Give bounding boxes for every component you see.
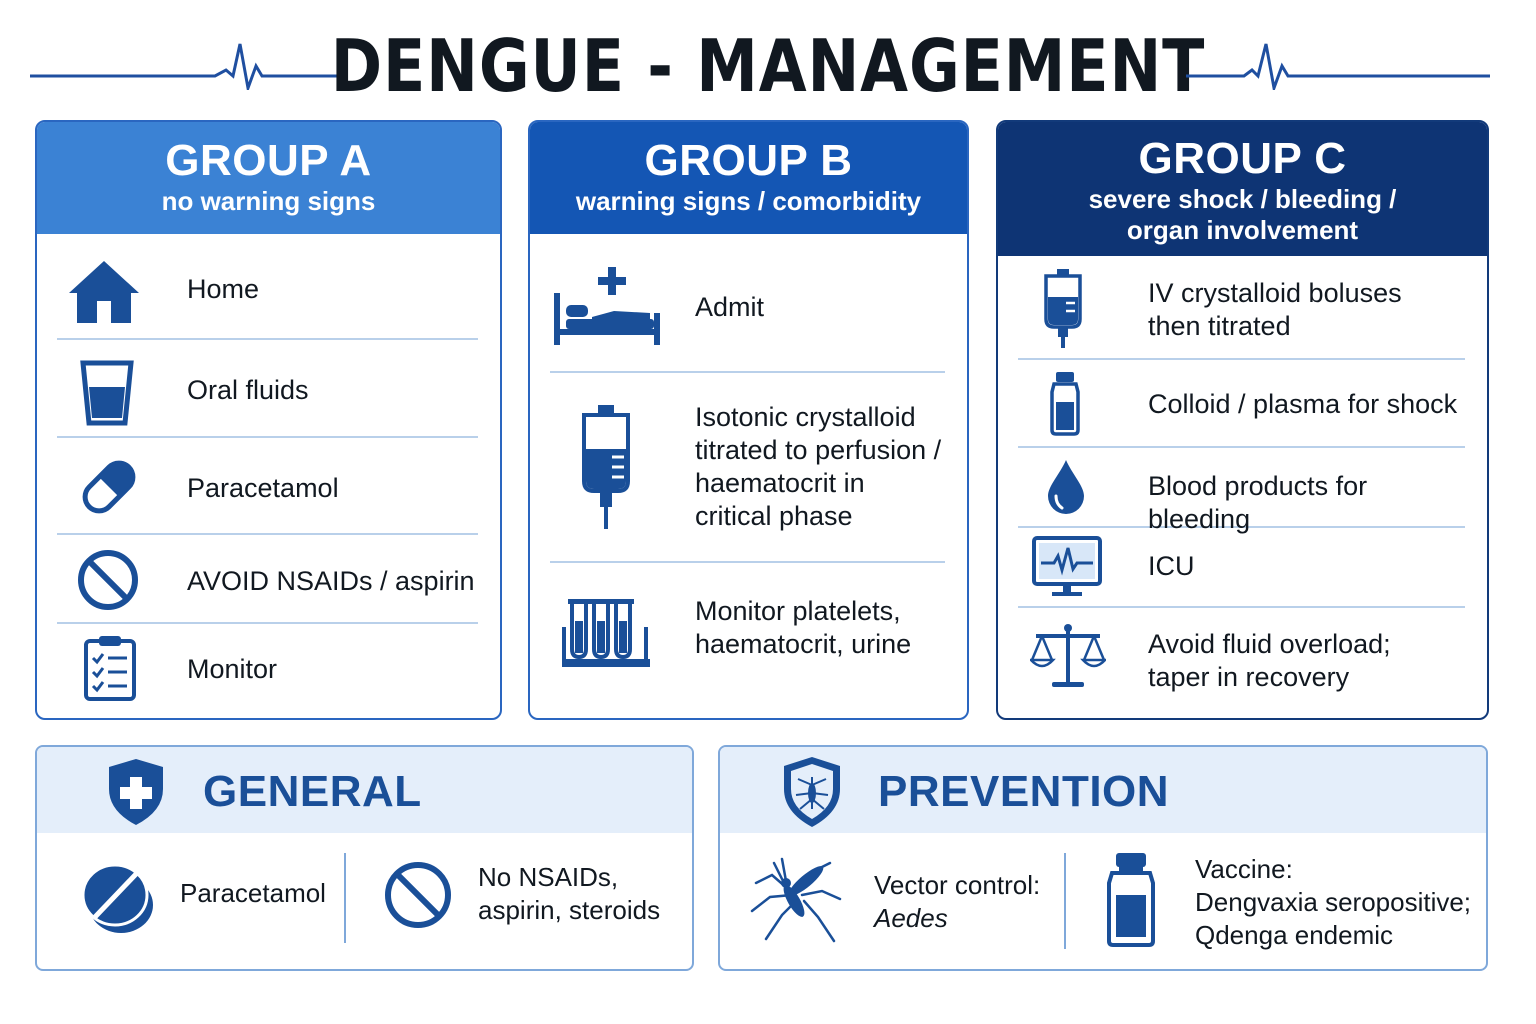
group-a-item-label: AVOID NSAIDs / aspirin bbox=[187, 566, 475, 596]
iv-bag-icon bbox=[578, 403, 634, 531]
prevention-box bbox=[718, 745, 1488, 971]
vial-icon bbox=[1048, 370, 1082, 436]
vector-control-label: Vector control: bbox=[874, 870, 1041, 900]
group-c-card bbox=[996, 120, 1489, 720]
test-tubes-icon bbox=[560, 597, 652, 669]
group-c-item-blood-products bbox=[1018, 448, 1465, 534]
group-c-item-iv-boluses bbox=[1018, 257, 1465, 360]
general-item-paracetamol: Paracetamol bbox=[180, 878, 326, 908]
group-c-item-label: Blood products for bleeding bbox=[1148, 471, 1368, 534]
group-b-item-monitor-labs bbox=[550, 563, 945, 720]
general-header bbox=[37, 747, 692, 833]
text-line: Dengvaxia seropositive; bbox=[1195, 887, 1472, 917]
general-item-no-nsaids bbox=[478, 861, 660, 927]
mosquito-icon bbox=[748, 853, 842, 949]
text-line: Qdenga endemic bbox=[1195, 920, 1394, 950]
text-line: aspirin, steroids bbox=[478, 895, 661, 925]
group-b-title: GROUP B bbox=[644, 136, 853, 185]
group-a-item-paracetamol bbox=[57, 438, 478, 535]
group-a-subtitle: no warning signs bbox=[161, 186, 376, 216]
group-b-card bbox=[528, 120, 969, 720]
divider bbox=[344, 853, 346, 943]
group-c-item-label: Colloid / plasma for shock bbox=[1148, 389, 1458, 419]
group-b-header bbox=[530, 122, 967, 234]
prevention-title: PREVENTION bbox=[878, 767, 1170, 816]
prohibited-icon bbox=[384, 861, 452, 929]
group-a-item-label: Home bbox=[187, 274, 260, 304]
group-c-subtitle-line: severe shock / bleeding / bbox=[1088, 184, 1397, 214]
group-b-subtitle: warning signs / comorbidity bbox=[575, 186, 922, 216]
text-line: IV crystalloid boluses bbox=[1148, 278, 1402, 308]
divider bbox=[1064, 853, 1066, 949]
group-b-item-multiline bbox=[695, 595, 911, 661]
group-c-subtitle-line: organ involvement bbox=[1126, 215, 1359, 245]
blood-drop-icon bbox=[1046, 458, 1086, 516]
group-a-item-oral-fluids bbox=[57, 340, 478, 438]
group-a-item-avoid-nsaids bbox=[57, 535, 478, 624]
text-line: haematocrit in bbox=[695, 468, 865, 498]
group-a-item-label: Monitor bbox=[187, 654, 278, 684]
group-a-item-monitor bbox=[57, 624, 478, 720]
text-line: titrated to perfusion / bbox=[695, 435, 942, 465]
prevention-header bbox=[720, 747, 1486, 833]
group-c-item-label: ICU bbox=[1148, 551, 1195, 581]
balance-scale-icon bbox=[1030, 622, 1106, 690]
group-a-item-label: Paracetamol bbox=[187, 473, 339, 503]
group-c-header bbox=[998, 122, 1487, 256]
heart-monitor-icon bbox=[1032, 536, 1102, 598]
text-line: critical phase bbox=[695, 501, 853, 531]
text-line: No NSAIDs, bbox=[478, 862, 619, 892]
group-c-item-multiline bbox=[1148, 277, 1402, 343]
group-c-item-colloid bbox=[1018, 360, 1465, 448]
group-b-item-multiline bbox=[695, 401, 941, 533]
capsule-icon bbox=[77, 454, 141, 520]
prevention-vaccine bbox=[1195, 853, 1471, 952]
title-row bbox=[0, 18, 1536, 108]
group-a-title: GROUP A bbox=[165, 136, 372, 185]
clipboard-checklist-icon bbox=[83, 634, 137, 702]
general-box bbox=[35, 745, 694, 971]
group-b-item-isotonic-crystalloid bbox=[550, 373, 945, 563]
group-c-item-icu bbox=[1018, 528, 1465, 608]
iv-bag-icon bbox=[1042, 267, 1084, 349]
cup-icon bbox=[79, 360, 135, 426]
group-b-item-admit bbox=[550, 235, 945, 373]
group-b-item-label: Admit bbox=[695, 292, 765, 322]
house-icon bbox=[67, 257, 141, 325]
group-c-item-avoid-overload bbox=[1018, 608, 1465, 718]
prevention-vector-control bbox=[874, 869, 1040, 935]
text-line: haematocrit, urine bbox=[695, 629, 912, 659]
hospital-bed-icon bbox=[554, 265, 662, 349]
general-title: GENERAL bbox=[203, 767, 422, 816]
shield-cross-icon bbox=[105, 757, 167, 827]
prohibited-icon bbox=[77, 549, 139, 611]
text-line: Monitor platelets, bbox=[695, 596, 901, 626]
group-c-title: GROUP C bbox=[1138, 134, 1347, 183]
ecg-line-right-icon bbox=[1186, 30, 1496, 90]
text-line: taper in recovery bbox=[1148, 662, 1350, 692]
text-line: then titrated bbox=[1148, 311, 1291, 341]
group-c-item-multiline bbox=[1148, 628, 1391, 694]
group-a-header bbox=[37, 122, 500, 234]
vaccine-vial-icon bbox=[1106, 851, 1156, 947]
page-title: DENGUE - MANAGEMENT bbox=[330, 24, 1206, 108]
vector-species: Aedes bbox=[874, 903, 948, 933]
group-a-card bbox=[35, 120, 502, 720]
text-line: Vaccine: bbox=[1195, 854, 1293, 884]
mosquito-shield-icon bbox=[780, 755, 844, 829]
text-line: Avoid fluid overload; bbox=[1148, 629, 1391, 659]
text-line: Isotonic crystalloid bbox=[695, 402, 916, 432]
group-a-item-home bbox=[57, 235, 478, 340]
group-a-item-label: Oral fluids bbox=[187, 375, 309, 405]
tablet-icon bbox=[81, 859, 155, 935]
